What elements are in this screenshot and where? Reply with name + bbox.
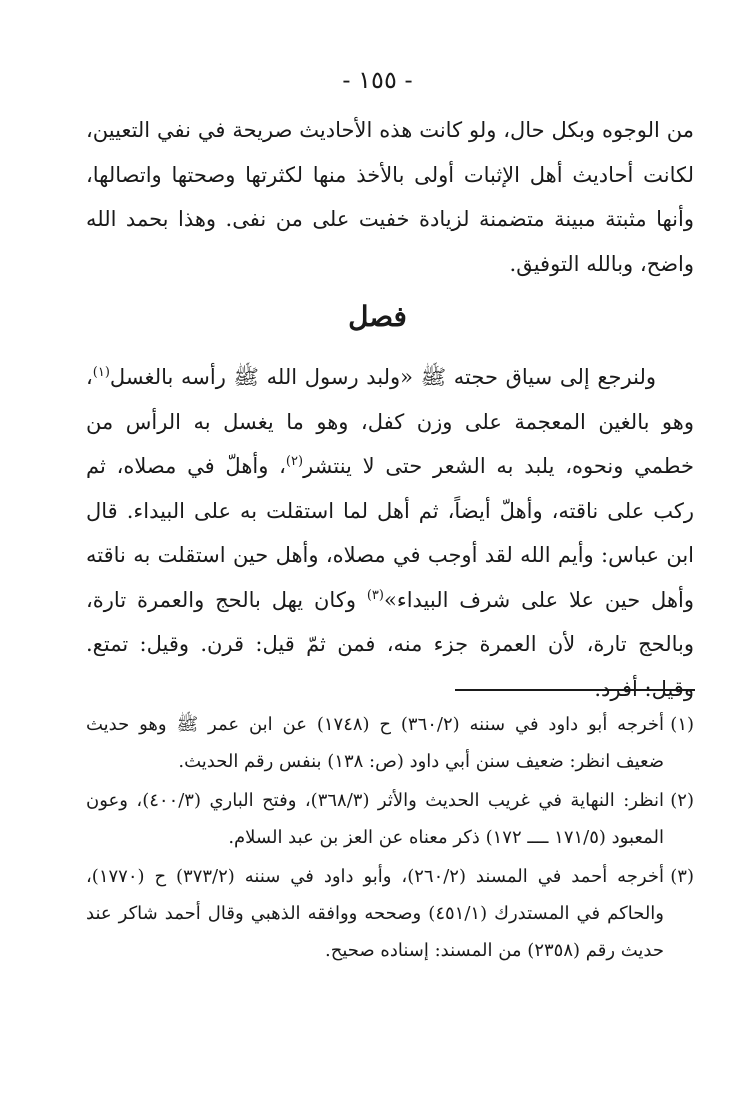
footnote-number: (٣): [670, 866, 694, 887]
footnote-number: (١): [670, 714, 695, 735]
intro-paragraph-block: [86, 108, 694, 286]
section-body: [86, 355, 694, 711]
footnote-3: [86, 858, 694, 969]
footnotes: [86, 706, 694, 971]
footnote-text: أخرجه أحمد في المسند (٢٦٠/٢)، وأبو داود في سننه (٣٧٣/٢) ح (١٧٧٠)، والحاكم في المستدرك (٤٥١/١) وصححه ووافقه الذهبي وقال أحمد شاكر عند حديث رقم (٢٣٥٨) من المسند: إسناده صحيح.: [86, 866, 665, 961]
footnote-2: [86, 782, 694, 856]
footnote-ref-3: (٣): [366, 587, 384, 603]
footnote-ref-2: (٢): [285, 454, 304, 469]
footnote-ref-1: (١): [92, 365, 110, 380]
footnote-text: انظر: النهاية في غريب الحديث والأثر (٣٦٨/٣)، وفتح الباري (٤٠٠/٣)، وعون المعبود (١٧١/٥ ــــ ١٧٢) ذكر معناه عن العز بن عبد السلام.: [86, 790, 664, 848]
page-number: - ١٥٥ -: [342, 66, 413, 94]
section-heading: فصل: [348, 300, 407, 333]
footnote-divider: [455, 689, 695, 691]
section-text-part-1: ولنرجع إلى سياق حجته ﷺ «ولبد رسول الله ﷺ رأسه بالغسل: [109, 365, 656, 389]
section-paragraph: [86, 355, 694, 711]
footnote-number: (٢): [670, 790, 694, 811]
section-text-part-4: وكان يهل بالحج والعمرة تارة، وبالحج تارة، لأن العمرة جزء منه، فمن ثمّ قيل: قرن. وقيل: تمتع. وقيل: أفرد.: [86, 587, 694, 701]
footnote-text: أخرجه أبو داود في سننه (٣٦٠/٢) ح (١٧٤٨) عن ابن عمر ﷺ وهو حديث ضعيف انظر: ضعيف سنن أبي داود (ص: ١٣٨) بنفس رقم الحديث.: [86, 714, 665, 772]
section-text-part-3: ، وأهلّ في مصلاه، ثم ركب على ناقته، وأهلّ أيضاً، ثم أهل لما استقلت به على البيداء. قال ابن عباس: وأيم الله لقد أوجب في مصلاه، وأهل حين استقلت به ناقته وأهل حين علا على شرف البيداء»: [86, 454, 694, 612]
section-text-part-2: ، وهو بالغين المعجمة على وزن كفل، وهو ما يغسل به الرأس من خطمي ونحوه، يلبد به الشعر حتى لا ينتشر: [86, 365, 694, 478]
footnote-1: [86, 706, 694, 780]
intro-paragraph: من الوجوه وبكل حال، ولو كانت هذه الأحاديث صريحة في نفي التعيين، لكانت أحاديث أهل الإثبات أولى بالأخذ منها لكثرتها وصحتها واتصالها، وأنها مثبتة مبينة متضمنة لزيادة خفيت على من نفى. وهذا بحمد الله واضح، وبالله التوفيق.: [86, 118, 694, 276]
